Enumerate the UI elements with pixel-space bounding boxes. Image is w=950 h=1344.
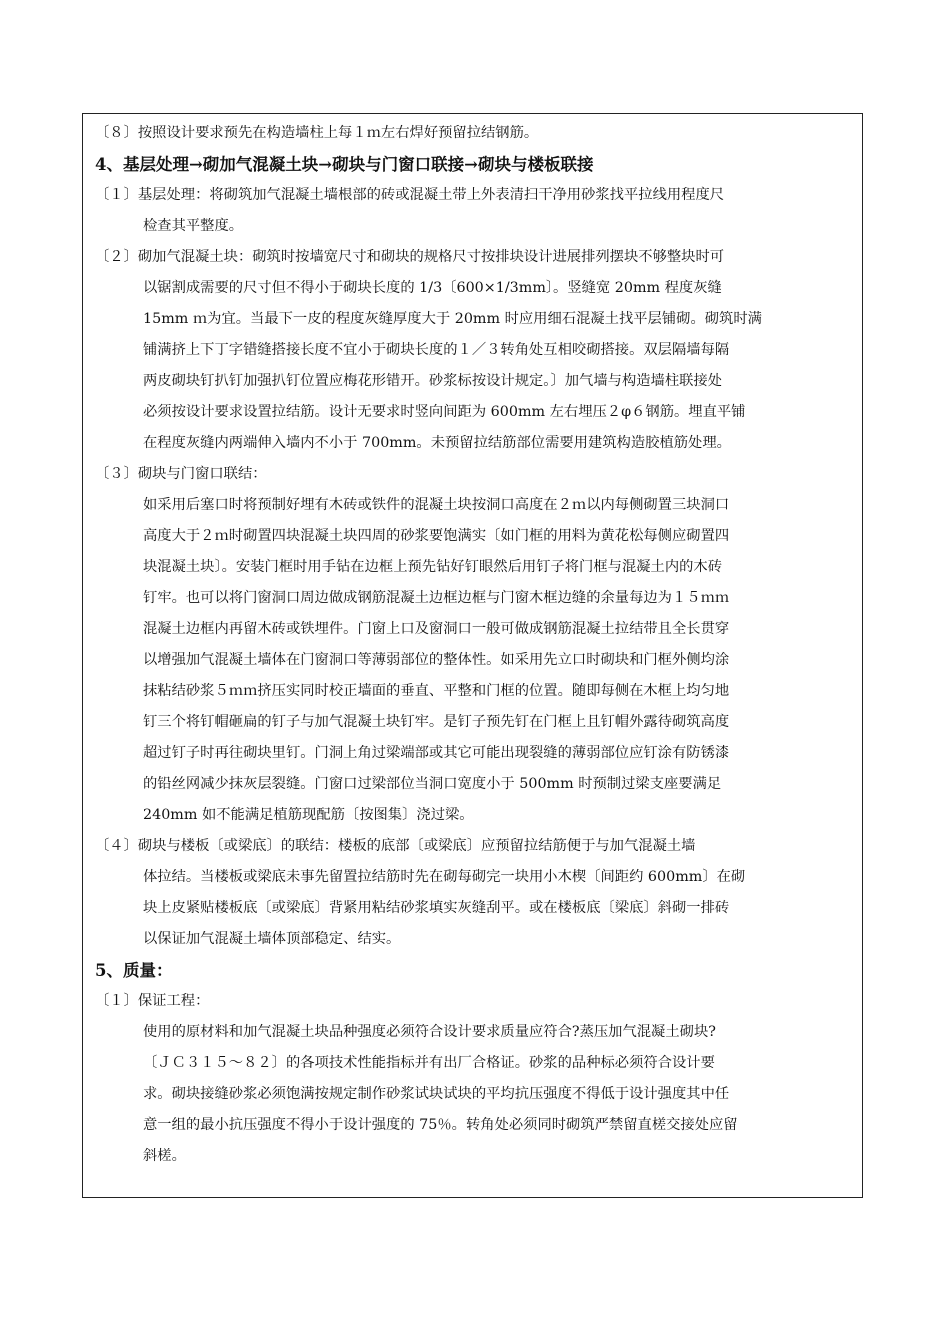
section-4-heading: 4、基层处理→砌加气混凝土块→砌块与门窗口联接→砌块与楼板联接: [95, 155, 594, 174]
s4-item3-line: 高度大于２ｍ时砌置四块混凝土块四周的砂浆要饱满实〔如门框的用料为黄花松每侧应砌置四: [143, 528, 730, 544]
s5-item1-line: 意一组的最小抗压强度不得小于设计强度的 75％。转角处必须同时砌筑严禁留直槎交接处应留: [143, 1117, 738, 1133]
s4-item4-line: 〔４〕砌块与楼板〔或梁底〕的联结：楼板的底部〔或梁底〕应预留拉结筋便于与加气混凝土墙: [95, 838, 696, 854]
s5-item1-line: 求。砌块接缝砂浆必须饱满按规定制作砂浆试块试块的平均抗压强度不得低于设计强度其中任: [143, 1086, 730, 1102]
s4-item3-line: 以增强加气混凝土墙体在门窗洞口等薄弱部位的整体性。如采用先立口时砌块和门框外侧均涂: [143, 652, 730, 668]
s4-item2-line: 铺满挤上下丁字错缝搭接长度不宜小于砌块长度的１／３转角处互相咬砌搭接。双层隔墙每隔: [143, 342, 730, 358]
s4-item4-line: 块上皮紧贴楼板底〔或梁底〕背紧用粘结砂浆填实灰缝刮平。或在楼板底〔梁底〕斜砌一排砖: [143, 900, 730, 916]
s4-item3-line: 混凝土边框内再留木砖或铁埋件。门窗上口及窗洞口一般可做成钢筋混凝土拉结带且全长贯穿: [143, 621, 730, 637]
s4-item4-line: 体拉结。当楼板或梁底未事先留置拉结筋时先在砌每砌完一块用小木楔〔间距约 600mm〕在砌: [143, 869, 746, 885]
s4-item3-line: 钉牢。也可以将门窗洞口周边做成钢筋混凝土边框边框与门窗木框边缝的余量每边为１５ｍｍ: [143, 590, 730, 606]
s4-item3-line: 的铅丝网减少抹灰层裂缝。门窗口过梁部位当洞口宽度小于 500mm 时预制过梁支座要满足: [143, 776, 722, 792]
s4-item4-line: 以保证加气混凝土墙体顶部稳定、结实。: [143, 931, 401, 947]
s4-item2-line: 必须按设计要求设置拉结筋。设计无要求时竖向间距为 600mm 左右埋压２φ６钢筋。埋直平铺: [143, 404, 746, 420]
s4-item3-line: 钉三个将钉帽砸扁的钉子与加气混凝土块钉牢。是钉子预先钉在门框上且钉帽外露待砌筑高度: [143, 714, 730, 730]
item-8: 〔８〕按照设计要求预先在构造墙柱上每１ｍ左右焊好预留拉结钢筋。: [95, 125, 539, 141]
s4-item3-title: 〔３〕砌块与门窗口联结：: [95, 466, 267, 482]
s5-item1-line: 〔ＪＣ３１５～８２〕的各项技术性能指标并有出厂合格证。砂浆的品种标必须符合设计要: [143, 1055, 715, 1071]
s4-item2-line: 以锯割成需要的尺寸但不得小于砌块长度的 1/3〔600×1/3mm〕。竖缝宽 20mm 程度灰缝: [143, 280, 722, 296]
s4-item3-line: 如采用后塞口时将预制好埋有木砖或铁件的混凝土块按洞口高度在２ｍ以内每侧砌置三块洞口: [143, 497, 730, 513]
s4-item2-line: 在程度灰缝内两端伸入墙内不小于 700mm。未预留拉结筋部位需要用建筑构造胶植筋处理。: [143, 435, 731, 451]
s5-item1-title: 〔１〕保证工程：: [95, 993, 210, 1009]
section-5-heading: 5、质量：: [95, 961, 173, 980]
s5-item1-line: 斜槎。: [143, 1148, 186, 1164]
s5-item1-line: 使用的原材料和加气混凝土块品种强度必须符合设计要求质量应符合?蒸压加气混凝土砌块?: [143, 1024, 716, 1040]
s4-item1-line: 检查其平整度。: [143, 218, 244, 234]
document-body: [95, 118, 860, 1172]
s4-item3-line: 超过钉子时再往砌块里钉。门洞上角过梁端部或其它可能出现裂缝的薄弱部位应钉涂有防锈漆: [143, 745, 730, 761]
s4-item3-line: 抹粘结砂浆５ｍｍ挤压实同时校正墙面的垂直、平整和门框的位置。随即每侧在木框上均匀地: [143, 683, 730, 699]
s4-item2-line: 〔２〕砌加气混凝土块：砌筑时按墙宽尺寸和砌块的规格尺寸按排块设计进展排列摆块不够整块时可: [95, 249, 725, 265]
s4-item2-line: 15mm ｍ为宜。当最下一皮的程度灰缝厚度大于 20mm 时应用细石混凝土找平层铺砌。砌筑时满: [143, 311, 762, 327]
s4-item3-line: 240mm 如不能满足植筋现配筋〔按图集〕浇过梁。: [143, 807, 474, 823]
s4-item1-line: 〔１〕基层处理：将砌筑加气混凝土墙根部的砖或混凝土带上外表清扫干净用砂浆找平拉线用程度尺: [95, 187, 725, 203]
s4-item3-line: 块混凝土块〕。安装门框时用手钻在边框上预先钻好钉眼然后用钉子将门框与混凝土内的木砖: [143, 559, 723, 575]
s4-item2-line: 两皮砌块钉扒钉加强扒钉位置应梅花形错开。砂浆标按设计规定。〕加气墙与构造墙柱联接处: [143, 373, 723, 389]
